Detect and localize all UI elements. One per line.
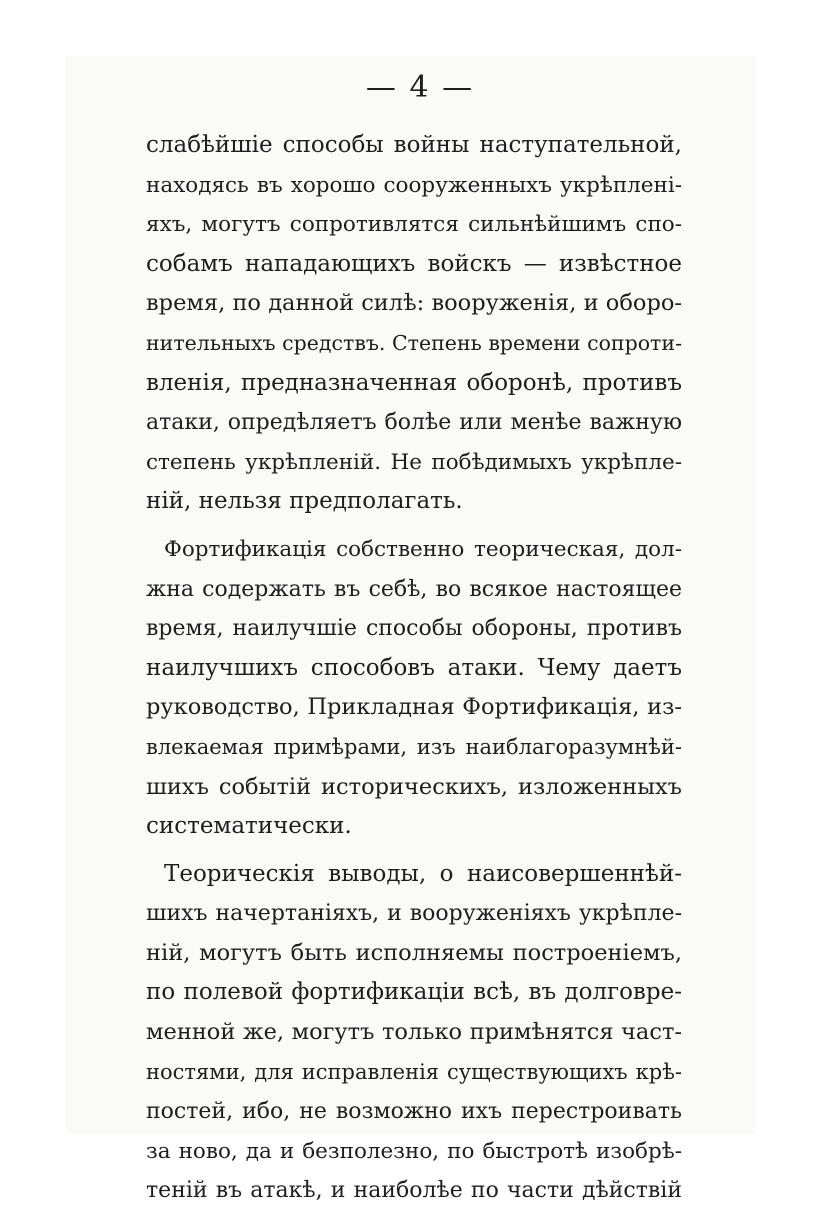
page-number: — 4 — bbox=[365, 70, 475, 105]
text-line: атаки, опредѣляетъ болѣе или менѣе важную bbox=[146, 410, 682, 436]
text-line: яхъ, могутъ сопротивлятся сильнѣйшимъ спо- bbox=[146, 212, 682, 238]
paragraph-3 bbox=[146, 855, 682, 1211]
text-line: шихъ событій историческихъ, изложенныхъ bbox=[146, 773, 682, 800]
text-line: за ново, да и безполезно, по быстротѣ изобрѣ- bbox=[146, 1138, 682, 1164]
text-line: руководство, Прикладная Фортификація, из- bbox=[146, 694, 682, 721]
text-line: нительныхъ средствъ. Степень времени сопроти- bbox=[146, 330, 682, 355]
text-line: время, наилучшіе способы обороны, противъ bbox=[146, 616, 682, 642]
text-line: жна содержать въ себѣ, во всякое настоящее bbox=[146, 576, 682, 602]
text-line: Фортификація собственно теорическая, дол- bbox=[164, 536, 682, 562]
text-line: ній, могутъ быть исполняемы построеніемъ, bbox=[146, 939, 682, 966]
text-line: находясь въ хорошо сооруженныхъ укрѣплені- bbox=[146, 172, 682, 198]
text-line: ній, нельзя предполагать. bbox=[146, 488, 463, 515]
text-line: постей, ибо, не возможно ихъ перестроивать bbox=[146, 1099, 682, 1125]
paragraph-1 bbox=[146, 126, 682, 522]
text-line: систематически. bbox=[146, 813, 352, 840]
text-line: влекаемая примѣрами, изъ наиблагоразумнѣй- bbox=[146, 734, 682, 759]
paragraph-gap bbox=[146, 847, 682, 855]
text-line: собамъ нападающихъ войскъ — извѣстное bbox=[146, 250, 682, 277]
body-text bbox=[146, 126, 682, 1211]
text-line: теній въ атакѣ, и наиболѣе по части дѣйствій bbox=[146, 1178, 682, 1204]
text-line: время, по данной силѣ: вооруженія, и оборо- bbox=[146, 290, 682, 317]
text-line: вленія, предназначенная оборонѣ, противъ bbox=[146, 369, 682, 396]
text-line: слабѣйшіе способы войны наступательной, bbox=[146, 132, 682, 158]
text-line: Теорическія выводы, о наисовершеннѣй- bbox=[164, 860, 682, 887]
paragraph-gap bbox=[146, 522, 682, 530]
text-line: ностями, для исправленія существующихъ крѣ- bbox=[146, 1059, 682, 1084]
text-line: менной же, могутъ только примѣнятся част- bbox=[146, 1019, 682, 1046]
text-line: по полевой фортификаціи всѣ, въ долговре- bbox=[146, 979, 682, 1006]
text-line: степень укрѣпленій. Не побѣдимыхъ укрѣпле- bbox=[146, 449, 682, 475]
paragraph-2 bbox=[146, 530, 682, 847]
text-line: шихъ начертаніяхъ, и вооруженіяхъ укрѣпле- bbox=[146, 901, 682, 927]
text-line: наилучшихъ способовъ атаки. Чему даетъ bbox=[146, 654, 682, 681]
